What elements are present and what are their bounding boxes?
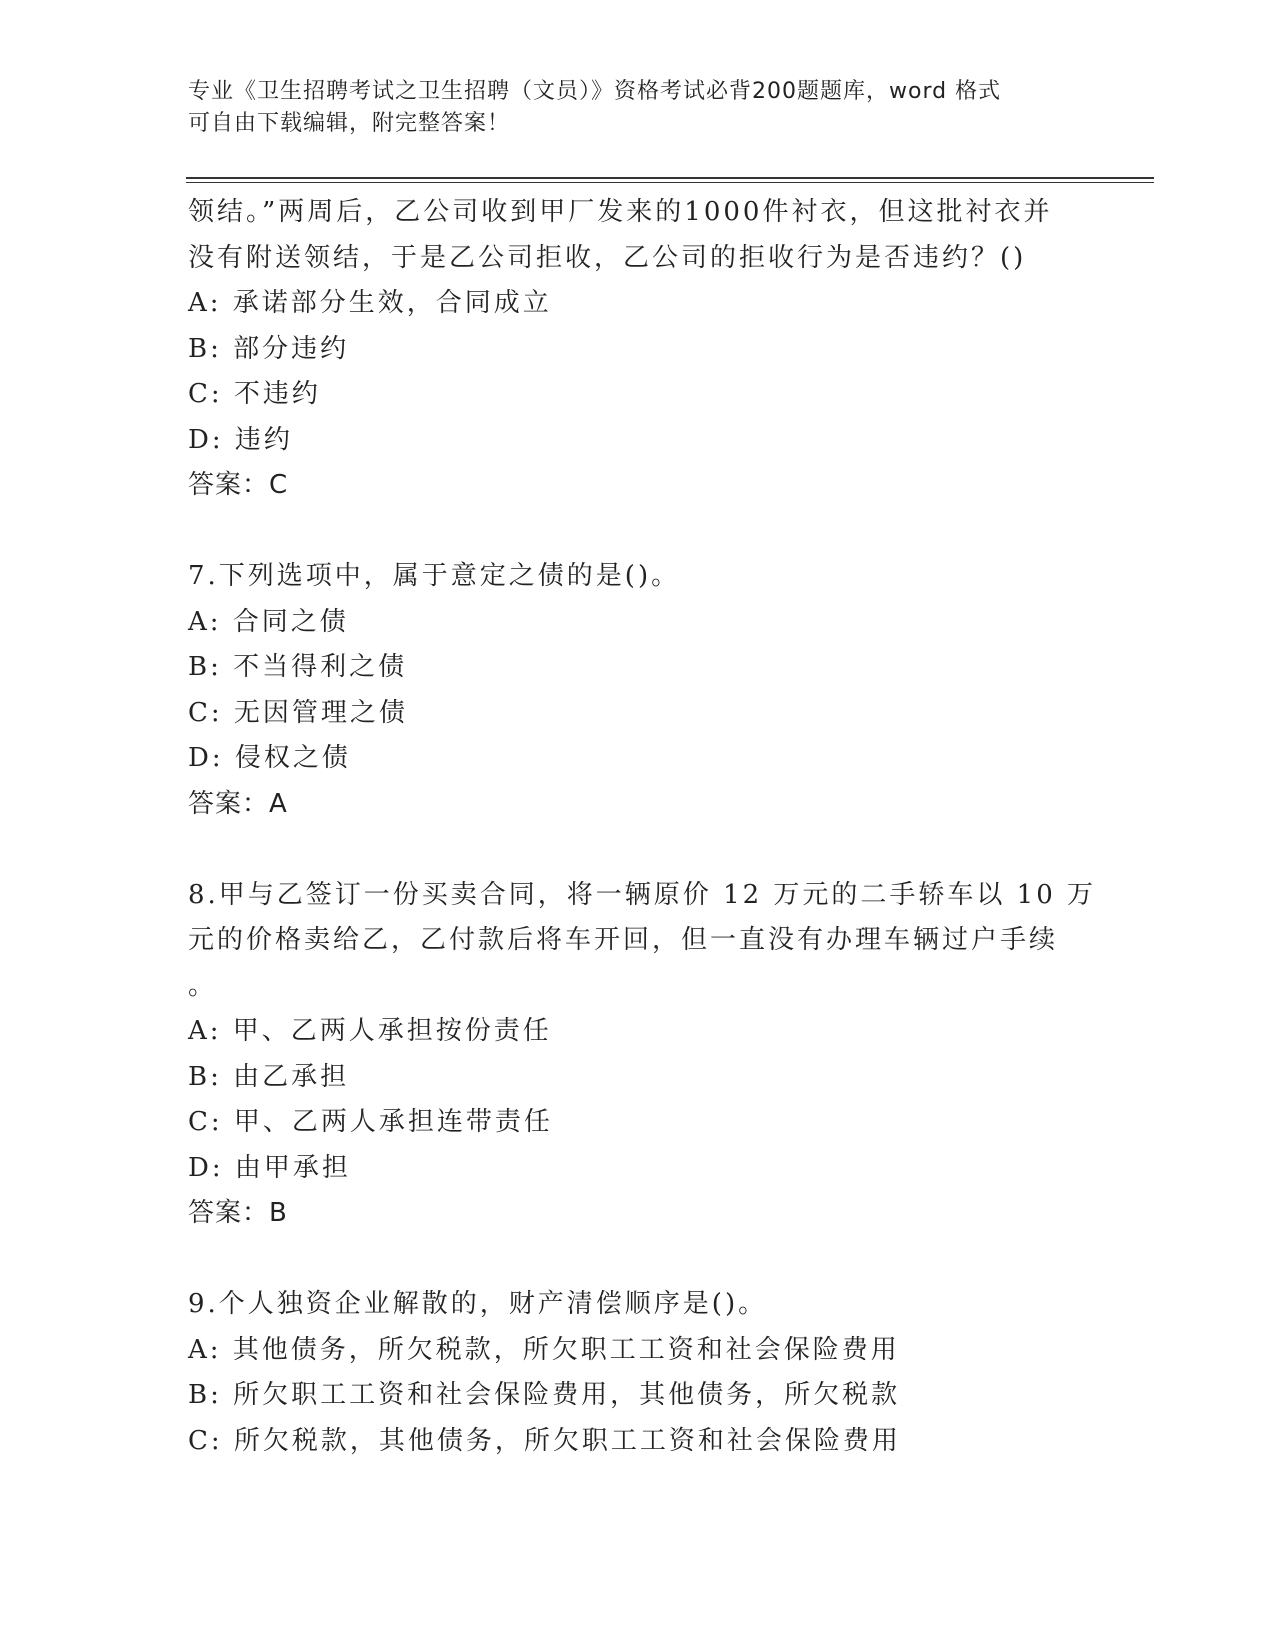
option-b: B: 不当得利之债 [188,652,408,682]
question-block [188,873,1097,1237]
question-spacer [188,509,1088,555]
question-stem-line: 9.个人独资企业解散的，财产清偿顺序是()。 [188,1289,768,1319]
option-d: D: 侵权之债 [188,743,351,773]
option-a: A: 合同之债 [188,606,349,637]
question-spacer [188,1237,1088,1283]
header-divider-thin [186,182,1154,183]
question-stem-line: 8.甲与乙签订一份买卖合同，将一辆原价 12 万元的二手轿车以 10 万 [188,879,1097,910]
question-stem-line: 。 [188,970,218,1001]
option-d: D: 由甲承担 [188,1152,351,1183]
question-stem-line: 7.下列选项中，属于意定之债的是()。 [188,561,681,591]
header-divider-thick [186,177,1154,179]
question-stem-line: 没有附送领结，于是乙公司拒收，乙公司的拒收行为是否违约？() [188,242,1027,273]
option-b: B: 所欠职工工资和社会保险费用，其他债务，所欠税款 [188,1380,901,1410]
option-b: B: 部分违约 [188,333,350,364]
question-block [188,1282,1088,1464]
option-c: C: 不违约 [188,379,321,409]
answer-label: 答案：C [188,470,289,500]
question-spacer [188,827,1088,873]
header-title-line-2: 可自由下载编辑，附完整答案！ [188,111,511,136]
answer-label: 答案：A [188,788,288,819]
option-a: A: 承诺部分生效，合同成立 [188,288,552,318]
header-title-line-1: 专业《卫生招聘考试之卫生招聘（文员）》资格考试必背200题题库，word 格式 [188,79,1002,104]
option-a: A: 甲、乙两人承担按份责任 [188,1016,552,1046]
answer-label: 答案：B [188,1198,288,1228]
option-a: A: 其他债务，所欠税款，所欠职工工资和社会保险费用 [188,1334,900,1365]
question-content [188,190,1097,1464]
option-b: B: 由乙承担 [188,1061,350,1092]
question-block [188,190,1088,509]
question-stem-line: 领结。”两周后，乙公司收到甲厂发来的1000件衬衣，但这批衬衣并 [188,197,1053,227]
option-c: C: 无因管理之债 [188,697,408,728]
option-c: C: 甲、乙两人承担连带责任 [188,1107,553,1137]
option-d: D: 违约 [188,424,293,455]
question-block [188,554,1088,827]
option-c: C: 所欠税款，其他债务，所欠职工工资和社会保险费用 [188,1425,901,1456]
question-stem-line: 元的价格卖给乙，乙付款后将车开回，但一直没有办理车辆过户手续 [188,925,1059,955]
document-header [188,76,1088,140]
